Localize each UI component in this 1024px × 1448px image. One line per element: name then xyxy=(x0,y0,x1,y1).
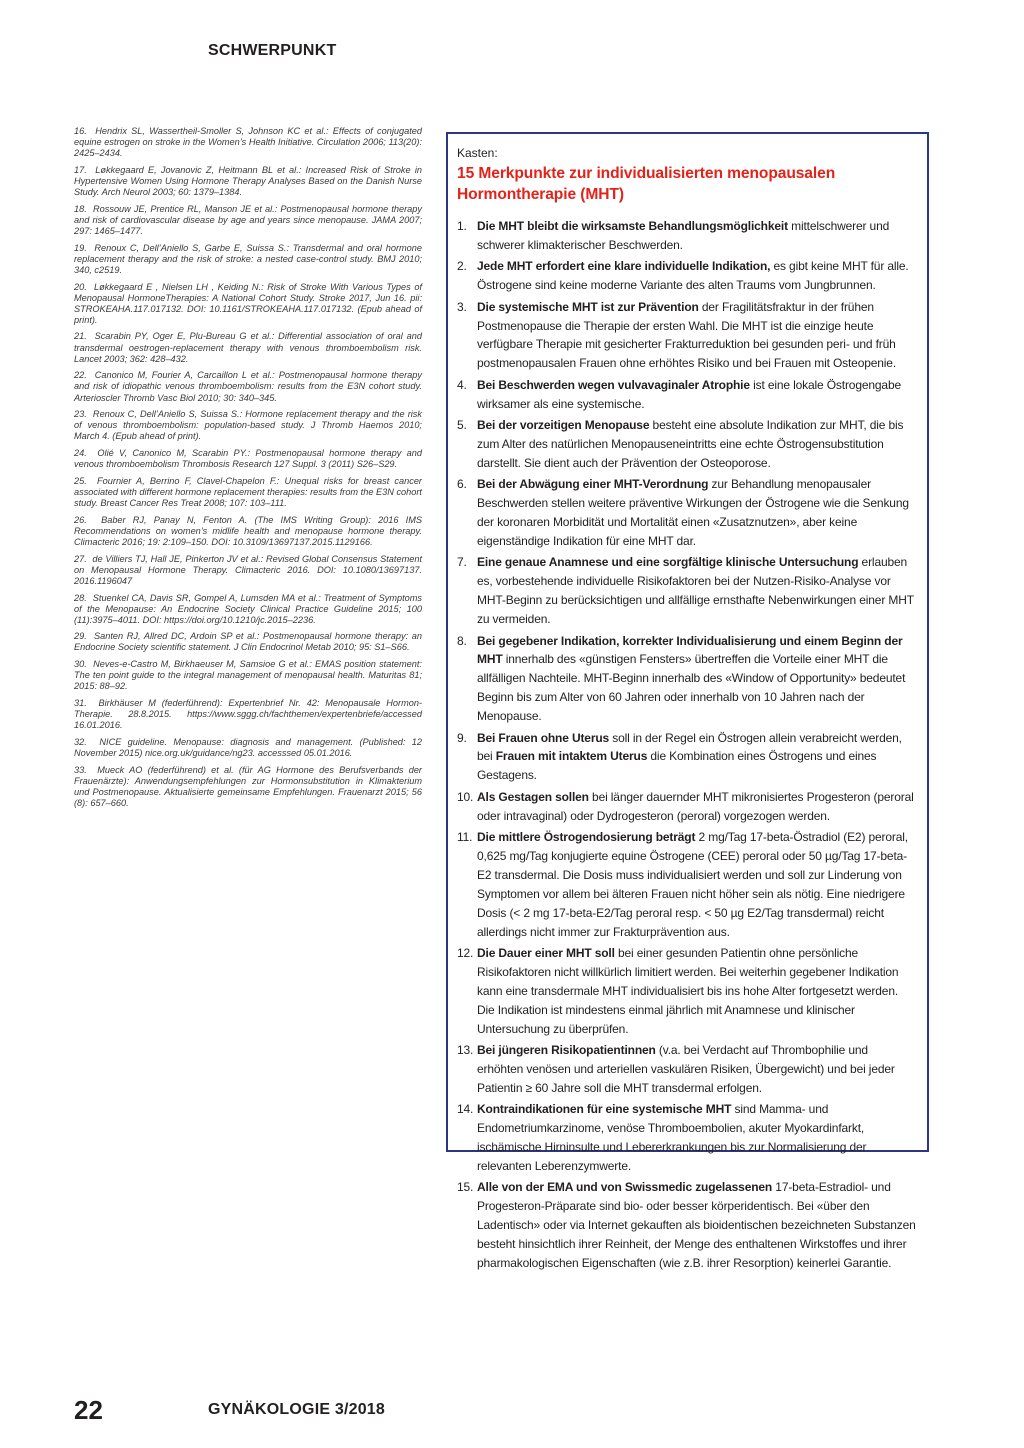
reference-item: 20. Løkkegaard E , Nielsen LH , Keiding N.: Risk of Stroke With Various Types of Menopausal HormoneTherapies: A National Cohort Study. Stroke 2017, Jun 16. pii: STROKEAHA.117.017132. DOI: 10.1161/STROKEAHA.117.017132. (Epub ahead of print). xyxy=(74,281,422,325)
key-point-number: 1. xyxy=(457,219,467,233)
reference-item: 21. Scarabin PY, Oger E, Plu-Bureau G et al.: Differential association of oral and transdermal oestrogen-replacement therapy with venous thromboembolism risk. Lancet 2003; 362: 428–432. xyxy=(74,331,422,364)
key-point-number: 13. xyxy=(457,1043,474,1058)
info-box xyxy=(446,132,929,1271)
reference-item: 26. Baber RJ, Panay N, Fenton A. (The IMS Writing Group): 2016 IMS Recommendations on women’s midlife health and menopause hormone therapy. Climacteric 2016; 19: 2:109–150. DOI: 10.3109/13697137.2015.1129166. xyxy=(74,514,422,547)
key-point-heading: Jede MHT erfordert eine klare individuelle Indikation, xyxy=(477,259,771,274)
key-point xyxy=(457,217,917,255)
key-point xyxy=(457,828,917,941)
key-point-text: innerhalb des «günstigen Fensters» übertreffen die Vorteile einer MHT die allfälligen Nachteile. MHT-Beginn innerhalb des «Window of Opportunity» bedeutet Beginn bis zum Alter von 60 Jahren oder innerhalb von 10 Jahren nach der Menopause. xyxy=(477,652,906,724)
key-point-number: 12. xyxy=(457,946,474,961)
key-point-text: sind Mamma- und Endometriumkarzinome, venöse Thromboembolien, akuter Myokardinfarkt, ischämische Hirninsulte und Lebererkrankungen bis zur Normalisierung der relevanten Leberenzymwerte. xyxy=(477,1102,867,1173)
key-point xyxy=(457,1100,917,1176)
key-point-text: es gibt keine MHT für alle. Östrogene sind keine moderne Variante des alten Traums vom Jungbrunnen. xyxy=(477,259,909,293)
section-title: SCHWERPUNKT xyxy=(208,42,337,59)
key-point xyxy=(457,729,917,786)
key-point xyxy=(457,944,917,1039)
box-title: 15 Merkpunkte zur individualisierten menopausalen Hormontherapie (MHT) xyxy=(457,165,836,203)
reference-item: 17. Løkkegaard E, Jovanovic Z, Heitmann BL et al.: Increased Risk of Stroke in Hypertensive Women Using Hormone Therapy Analyses Based on the Danish Nurse Study. Arch Neurol 2003; 60: 1379–1384. xyxy=(74,164,422,198)
key-point-text: bei einer gesunden Patientin ohne persönliche Risikofaktoren nicht willkürlich limitiert werden. Bei weiterhin gegebener Indikation kann eine transdermale MHT individualisiert bis ins hohe Alter fortgesetzt werden. Die Indikation ist mindestens einmal jährlich mit Anamnese und klinischer Untersuchung zu überprüfen. xyxy=(477,946,899,1036)
key-point-text: ist eine lokale Östrogengabe wirksamer als eine systemische. xyxy=(477,377,901,411)
reference-item: 16. Hendrix SL, Wassertheil-Smoller S, Johnson KC et al.: Effects of conjugated equine estrogen on stroke in the Women’s Health Initiative. Circulation 2006; 113(20): 2425–2434. xyxy=(74,126,422,159)
key-point-heading: Frauen mit intaktem Uterus xyxy=(495,749,648,764)
key-point xyxy=(457,788,917,826)
key-point-text: 2 mg/Tag 17-beta-Östradiol (E2) peroral, 0,625 mg/Tag konjugierte equine Östrogene (CEE) peroral oder 50 µg/Tag 17-beta-E2 transdermal. Die Dosis muss individualisiert werden und soll zur Linderung von Symptomen vor allem bei älteren Frauen nicht höher sein als nötig. Eine niedrigere Dosis (< 2 mg 17-beta-E2/Tag peroral resp. < 50 µg E2/Tag transdermal) reicht allerdings nicht immer zur Frakturprävention aus. xyxy=(477,830,908,939)
reference-item: 28. Stuenkel CA, Davis SR, Gompel A, Lumsden MA et al.: Treatment of Symptoms of the Menopause: An Endocrine Society Clinical Practice Guideline 2015; 100 (11):3975–4011. DOI: https://doi.org/10.1210/jc.2015–2236. xyxy=(74,592,422,625)
key-point-text: zur Behandlung menopausaler Beschwerden stellen weitere präventive Wirkungen der Östrogene wie die Senkung der koronaren Morbidität und Mortalität einen «Zusatznutzen», aber keine eigenständige Indikation für eine MHT dar. xyxy=(477,477,909,548)
key-point-number: 3. xyxy=(457,299,467,314)
key-point-text: mittelschwerer und schwerer klimakterischer Beschwerden. xyxy=(477,219,890,252)
key-point-heading: Bei Frauen ohne Uterus xyxy=(477,730,610,745)
key-point-heading: Bei jüngeren Risikopatientinnen xyxy=(477,1043,656,1058)
reference-item: 23. Renoux C, Dell’Aniello S, Suissa S.: Hormone replacement therapy and the risk of venous thromboembolism: population-based study. J Thromb Haemos 2010; March 4. (Epub ahead of print). xyxy=(74,409,422,442)
page-number: 22 xyxy=(74,1395,103,1425)
reference-item: 22. Canonico M, Fourier A, Carcaillon L et al.: Postmenopausal hormone therapy and risk of idiopathic venous thromboembolism: results from the E3N cohort study. Arterioscler Thromb Vasc Biol 2010; 30: 340–345. xyxy=(74,370,422,403)
key-point xyxy=(457,553,917,629)
reference-item: 18. Rossouw JE, Prentice RL, Manson JE et al.: Postmenopausal hormone therapy and risk of cardiovascular disease by age and years since menopause. JAMA 2007; 297: 1465–1477. xyxy=(74,203,422,236)
key-point-number: 15. xyxy=(457,1180,474,1195)
key-point-text: 17-beta-Estradiol- und Progesteron-Präparate sind bio- oder besser körperidentisch. Bei «über den Ladentisch» oder via Internet gekauften als bioidentischen bezeichneten Substanzen besteht hinsichtlich ihrer Reinheit, der Menge des enthaltenen Wirkstoffes und ihrer pharmakologischen Eigenschaften (wie z.B. ihrer Resorption) keinerlei Garantie. xyxy=(477,1180,916,1271)
key-point xyxy=(457,416,917,473)
key-point-text: erlauben es, vorbestehende individuelle Risikofaktoren bei der Nutzen-Risiko-Analyse vor MHT-Beginn zu berücksichtigen und allfällige ernsthafte Nebenwirkungen einer MHT zu vermeiden. xyxy=(477,555,914,627)
key-point-number: 7. xyxy=(457,555,467,570)
key-point-heading: Bei der Abwägung einer MHT-Verordnung xyxy=(477,477,709,492)
reference-item: 33. Mueck AO (federführend) et al. (für AG Hormone des Berufsverbands der Frauenärzte): Anwendungsempfehlungen zur Hormonsubstitution in Klimakterium und Postmenopause. Aktualisierte gemeinsame Empfehlungen. Frauenarzt 2015; 56 (8): 657–660. xyxy=(74,764,422,808)
key-point-number: 14. xyxy=(457,1102,474,1117)
key-point-number: 10. xyxy=(457,789,474,804)
key-point-heading: Alle von der EMA und von Swissmedic zugelassenen xyxy=(477,1180,773,1195)
key-point-number: 9. xyxy=(457,730,467,745)
key-point xyxy=(457,1041,917,1098)
key-point-heading: Die Dauer einer MHT soll xyxy=(477,946,615,961)
key-point-number: 4. xyxy=(457,377,467,392)
reference-item: 31. Birkhäuser M (federführend): Expertenbrief Nr. 42: Menopausale Hormon-Therapie. 28.8.2015. https://www.sggg.ch/fachthemen/expertenbriefe/accessed 16.01.2016. xyxy=(74,698,422,731)
key-point-heading: Kontraindikationen für eine systemische MHT xyxy=(477,1102,732,1117)
key-point xyxy=(457,632,917,727)
key-point-heading: Die MHT bleibt die wirksamste Behandlungsmöglichkeit xyxy=(477,219,788,233)
key-point xyxy=(457,1178,917,1273)
key-point xyxy=(457,475,917,551)
key-points-list xyxy=(457,217,917,1273)
key-point-heading: Die mittlere Östrogendosierung beträgt xyxy=(477,830,696,845)
key-point-heading: Bei Beschwerden wegen vulvavaginaler Atrophie xyxy=(477,377,750,392)
key-point-text: (v.a. bei Verdacht auf Thrombophilie und erhöhten venösen und arteriellen vaskulären Risiken, Übergewicht) und bei jeder Patientin ≥ 60 Jahre soll die MHT transdermal erfolgen. xyxy=(477,1043,895,1095)
key-point-number: 11. xyxy=(457,830,473,845)
key-point xyxy=(457,298,917,374)
reference-item: 25. Fournier A, Berrino F, Clavel-Chapelon F.: Unequal risks for breast cancer associated with different hormone replacement therapies: results from the E3N cohort study. Breast Cancer Res Treat 2008; 107: 103–111. xyxy=(74,475,422,509)
key-point-text: bei länger dauernder MHT mikronisiertes Progesteron (peroral oder intravaginal) oder Dydrogesteron (peroral) vorgezogen werden. xyxy=(477,789,914,823)
key-point-heading: Die systemische MHT ist zur Prävention xyxy=(477,299,699,314)
reference-item: 30. Neves-e-Castro M, Birkhaeuser M, Samsioe G et al.: EMAS position statement: The ten point guide to the integral management of menopausal health. Maturitas 81; 2015: 88–92. xyxy=(74,659,422,692)
key-point-heading: Als Gestagen sollen xyxy=(477,789,589,804)
key-point-text: soll in der Regel ein Östrogen allein verabreicht werden, bei xyxy=(477,730,902,764)
reference-item: 29. Santen RJ, Allred DC, Ardoin SP et al.: Postmenopausal hormone therapy: an Endocrine Society scientific statement. J Clin Endocrinol Metab 2010; 95: S1–S66. xyxy=(74,631,422,653)
key-point-number: 6. xyxy=(457,477,467,492)
key-point xyxy=(457,257,917,295)
key-point xyxy=(457,376,917,414)
key-point-heading: Bei gegebener Indikation, korrekter Individualisierung und einem Beginn der MHT xyxy=(477,633,903,667)
key-point-number: 5. xyxy=(457,418,467,433)
key-point-heading: Eine genaue Anamnese und eine sorgfältige klinische Untersuchung xyxy=(477,555,859,570)
key-point-text: besteht eine absolute Indikation zur MHT, die bis zum Alter des natürlichen Menopauseneintritts eine echte Östrogensubstitution darstellt. Sie dient auch der Prävention der Osteoporose. xyxy=(477,418,904,470)
box-label: Kasten: xyxy=(457,146,498,160)
journal-name: GYNÄKOLOGIE 3/2018 xyxy=(208,1401,385,1418)
key-point-number: 2. xyxy=(457,259,467,274)
reference-item: 32. NICE guideline. Menopause: diagnosis and management. (Published: 12 November 2015) nice.org.uk/guidance/ng23. accesssed 05.01.2016. xyxy=(74,736,422,758)
reference-item: 27. de Villiers TJ, Hall JE, Pinkerton JV et al.: Revised Global Consensus Statement on Menopausal Hormone Therapy. Climacteric 2016. DOI: 10.1080/13697137. 2016.1196047 xyxy=(74,553,422,586)
reference-list xyxy=(74,126,422,815)
key-point-number: 8. xyxy=(457,633,467,648)
reference-item: 24. Olié V, Canonico M, Scarabin PY.: Postmenopausal hormone therapy and venous thromboembolism Thrombosis Research 127 Suppl. 3 (2011) S26–S29. xyxy=(74,448,422,470)
key-point-text: die Kombination eines Östrogens und eines Gestagens. xyxy=(477,749,877,783)
reference-item: 19. Renoux C, Dell’Aniello S, Garbe E, Suissa S.: Transdermal and oral hormone replacement therapy and the risk of stroke: a nested case-control study. BMJ 2010; 340, c2519. xyxy=(74,242,422,275)
key-point-text: der Fragilitätsfraktur in der frühen Postmenopause die Therapie der ersten Wahl. Die MHT ist die einzige heute verfügbare Therapie mit gesicherter Frakturreduktion bei gesunden peri- und früh postmenopausalen Frauen ohne erhöhtes Risiko und bei Frauen mit Osteopenie. xyxy=(477,299,897,371)
key-point-heading: Bei der vorzeitigen Menopause xyxy=(477,418,650,433)
